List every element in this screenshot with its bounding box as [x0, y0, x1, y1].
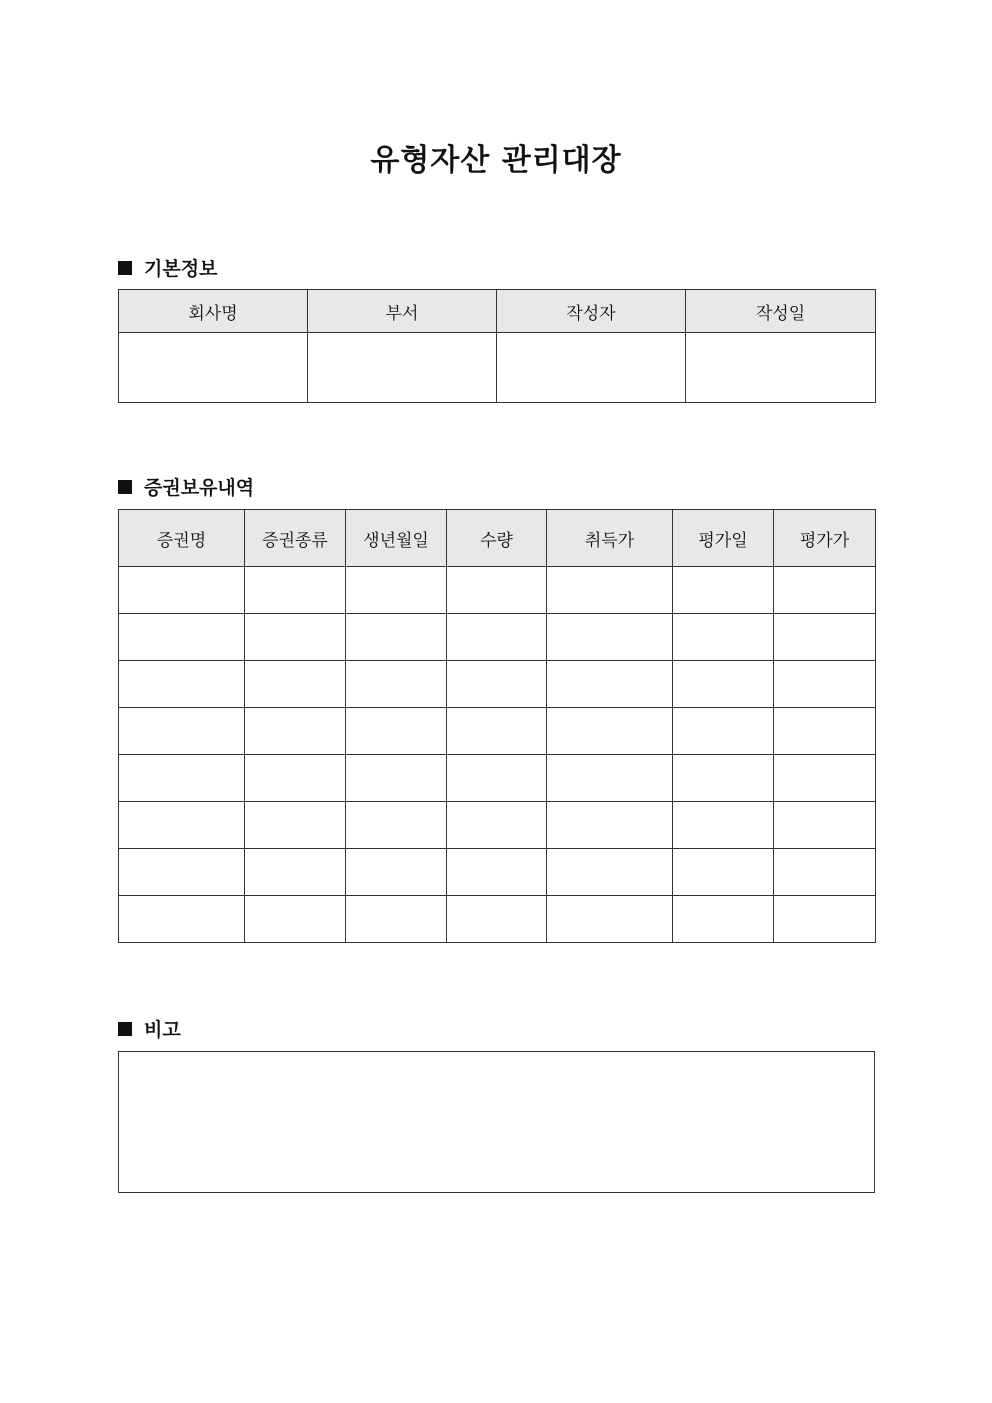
birth-date-cell[interactable]: [346, 849, 447, 896]
quantity-cell[interactable]: [447, 614, 547, 661]
column-header-valuation-date: 평가일: [673, 510, 774, 567]
company-cell[interactable]: [119, 333, 308, 403]
security-type-cell[interactable]: [245, 614, 346, 661]
table-row: [119, 567, 876, 614]
birth-date-cell[interactable]: [346, 708, 447, 755]
valuation-date-cell[interactable]: [673, 661, 774, 708]
valuation-date-cell[interactable]: [673, 755, 774, 802]
section-heading-holdings: [118, 473, 254, 500]
valuation-date-cell[interactable]: [673, 708, 774, 755]
square-bullet-icon: [118, 480, 132, 494]
column-header-acquisition-price: 취득가: [547, 510, 673, 567]
table-row: [119, 755, 876, 802]
security-name-cell[interactable]: [119, 708, 245, 755]
security-type-cell[interactable]: [245, 802, 346, 849]
valuation-price-cell[interactable]: [774, 802, 876, 849]
security-name-cell[interactable]: [119, 661, 245, 708]
valuation-price-cell[interactable]: [774, 567, 876, 614]
valuation-price-cell[interactable]: [774, 849, 876, 896]
quantity-cell[interactable]: [447, 708, 547, 755]
author-cell[interactable]: [497, 333, 686, 403]
section-heading-label: 비고: [144, 1019, 181, 1041]
security-name-cell[interactable]: [119, 896, 245, 943]
security-name-cell[interactable]: [119, 567, 245, 614]
table-row: [119, 614, 876, 661]
column-header-birth-date: 생년월일: [346, 510, 447, 567]
valuation-price-cell[interactable]: [774, 614, 876, 661]
table-row: [119, 333, 876, 403]
column-header-security-name: 증권명: [119, 510, 245, 567]
security-name-cell[interactable]: [119, 802, 245, 849]
acquisition-price-cell[interactable]: [547, 802, 673, 849]
acquisition-price-cell[interactable]: [547, 708, 673, 755]
column-header-security-type: 증권종류: [245, 510, 346, 567]
security-type-cell[interactable]: [245, 708, 346, 755]
acquisition-price-cell[interactable]: [547, 614, 673, 661]
valuation-date-cell[interactable]: [673, 896, 774, 943]
security-type-cell[interactable]: [245, 567, 346, 614]
date-cell[interactable]: [686, 333, 876, 403]
valuation-price-cell[interactable]: [774, 661, 876, 708]
valuation-price-cell[interactable]: [774, 896, 876, 943]
birth-date-cell[interactable]: [346, 661, 447, 708]
table-row: [119, 802, 876, 849]
valuation-date-cell[interactable]: [673, 802, 774, 849]
valuation-date-cell[interactable]: [673, 567, 774, 614]
acquisition-price-cell[interactable]: [547, 896, 673, 943]
section-heading-label: 증권보유내역: [144, 477, 255, 499]
table-row: [119, 849, 876, 896]
section-heading-label: 기본정보: [144, 258, 218, 280]
quantity-cell[interactable]: [447, 802, 547, 849]
birth-date-cell[interactable]: [346, 614, 447, 661]
security-name-cell[interactable]: [119, 614, 245, 661]
security-name-cell[interactable]: [119, 755, 245, 802]
security-name-cell[interactable]: [119, 849, 245, 896]
table-row: [119, 661, 876, 708]
holdings-table: [118, 509, 876, 943]
birth-date-cell[interactable]: [346, 802, 447, 849]
quantity-cell[interactable]: [447, 661, 547, 708]
acquisition-price-cell[interactable]: [547, 755, 673, 802]
acquisition-price-cell[interactable]: [547, 849, 673, 896]
acquisition-price-cell[interactable]: [547, 661, 673, 708]
table-header-row: [119, 290, 876, 333]
security-type-cell[interactable]: [245, 896, 346, 943]
section-heading-remarks: [118, 1015, 181, 1042]
remarks-box[interactable]: [118, 1051, 875, 1193]
acquisition-price-cell[interactable]: [547, 567, 673, 614]
department-cell[interactable]: [308, 333, 497, 403]
square-bullet-icon: [118, 1022, 132, 1036]
column-header-company: 회사명: [119, 290, 308, 333]
basic-info-table: [118, 289, 876, 403]
document-title: 유형자산 관리대장: [370, 143, 622, 178]
column-header-valuation-price: 평가가: [774, 510, 876, 567]
security-type-cell[interactable]: [245, 755, 346, 802]
security-type-cell[interactable]: [245, 849, 346, 896]
quantity-cell[interactable]: [447, 567, 547, 614]
table-row: [119, 896, 876, 943]
birth-date-cell[interactable]: [346, 896, 447, 943]
column-header-date: 작성일: [686, 290, 876, 333]
column-header-department: 부서: [308, 290, 497, 333]
quantity-cell[interactable]: [447, 755, 547, 802]
column-header-author: 작성자: [497, 290, 686, 333]
table-row: [119, 708, 876, 755]
table-header-row: [119, 510, 876, 567]
quantity-cell[interactable]: [447, 849, 547, 896]
column-header-quantity: 수량: [447, 510, 547, 567]
birth-date-cell[interactable]: [346, 567, 447, 614]
holdings-table-body: [119, 567, 876, 943]
square-bullet-icon: [118, 261, 132, 275]
valuation-price-cell[interactable]: [774, 708, 876, 755]
valuation-date-cell[interactable]: [673, 614, 774, 661]
quantity-cell[interactable]: [447, 896, 547, 943]
section-heading-basic-info: [118, 254, 217, 281]
security-type-cell[interactable]: [245, 661, 346, 708]
birth-date-cell[interactable]: [346, 755, 447, 802]
valuation-date-cell[interactable]: [673, 849, 774, 896]
valuation-price-cell[interactable]: [774, 755, 876, 802]
